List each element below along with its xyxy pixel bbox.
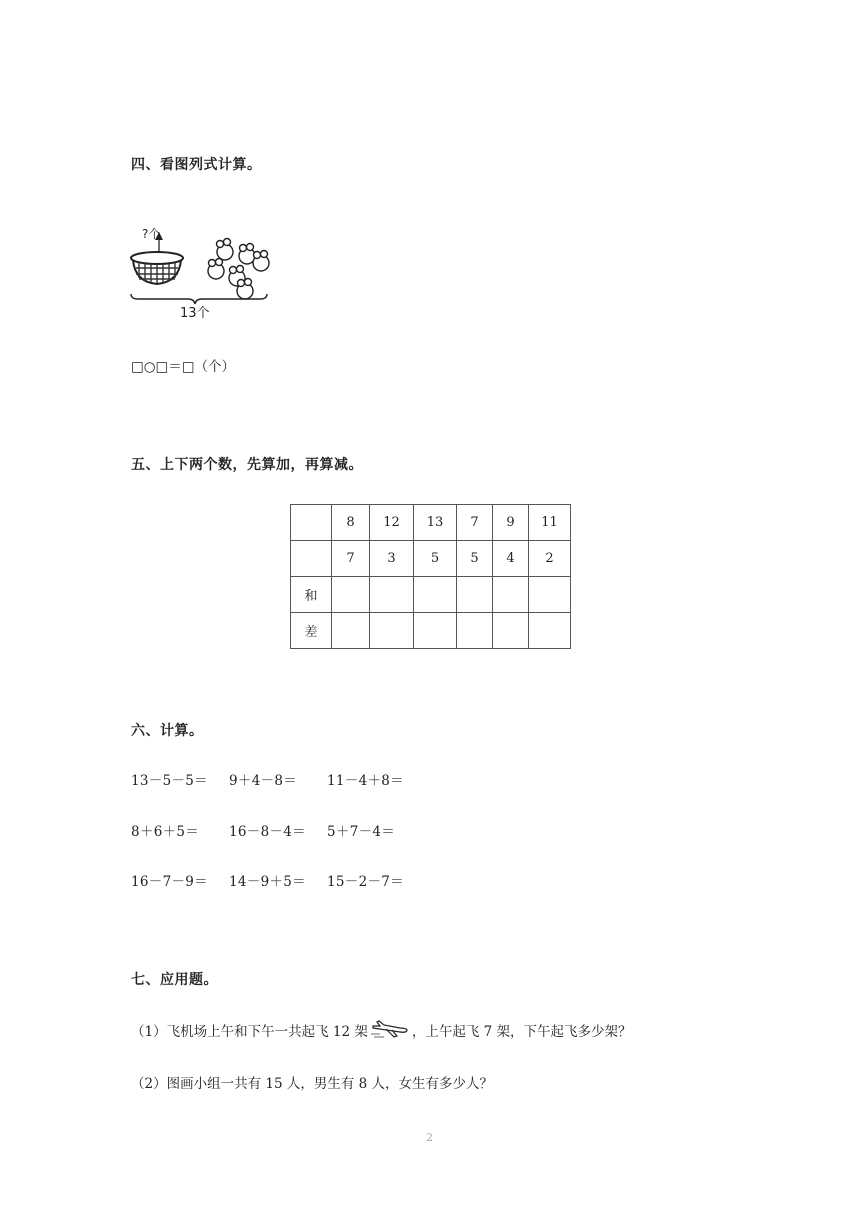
table-cell: 4 [493, 541, 529, 577]
airplane-icon [370, 1020, 410, 1040]
answer-cell[interactable] [529, 577, 571, 613]
total-label: 13个 [180, 306, 210, 320]
calc-item: 13－5－5＝ [131, 773, 208, 789]
answer-cell[interactable] [332, 613, 370, 649]
calc-item: 16－7－9＝ [131, 874, 208, 890]
table-cell: 8 [332, 505, 370, 541]
calc-item: 16－8－4＝ [229, 824, 306, 840]
answer-cell[interactable] [493, 613, 529, 649]
basket-radish-illustration [128, 228, 278, 320]
table-cell [291, 505, 332, 541]
answer-cell[interactable] [493, 577, 529, 613]
section7-heading: 七、应用题。 [131, 972, 218, 988]
table-cell: 11 [529, 505, 571, 541]
table-cell: 7 [457, 505, 493, 541]
section6-heading: 六、计算。 [131, 723, 204, 739]
answer-cell[interactable] [370, 613, 414, 649]
calc-item: 11－4＋8＝ [327, 773, 404, 789]
section5-heading: 五、上下两个数，先算加，再算减。 [131, 457, 363, 473]
calc-item: 14－9＋5＝ [229, 874, 306, 890]
table-cell: 5 [414, 541, 457, 577]
table-row-top [291, 505, 571, 541]
page-number: 2 [426, 1131, 433, 1144]
calc-item: 15－2－7＝ [327, 874, 404, 890]
answer-cell[interactable] [332, 577, 370, 613]
table-cell [291, 541, 332, 577]
table-row-diff [291, 613, 571, 649]
calc-item: 9＋4－8＝ [229, 773, 298, 789]
calc-item: 8＋6＋5＝ [131, 824, 200, 840]
calc-item: 5＋7－4＝ [327, 824, 396, 840]
question-1-text-a: （1）飞机场上午和下午一共起飞 12 架 [131, 1024, 368, 1040]
sum-label: 和 [291, 577, 332, 613]
answer-cell[interactable] [529, 613, 571, 649]
basket-radish-figure [128, 228, 278, 320]
question-label: ?个 [142, 228, 161, 241]
answer-cell[interactable] [414, 577, 457, 613]
table-cell: 13 [414, 505, 457, 541]
diff-label: 差 [291, 613, 332, 649]
table-row-sum [291, 577, 571, 613]
answer-cell[interactable] [370, 577, 414, 613]
table-cell: 2 [529, 541, 571, 577]
answer-cell[interactable] [414, 613, 457, 649]
answer-cell[interactable] [457, 613, 493, 649]
answer-cell[interactable] [457, 577, 493, 613]
question-1 [131, 1020, 632, 1040]
add-subtract-table [290, 504, 571, 649]
table-cell: 3 [370, 541, 414, 577]
section4-heading: 四、看图列式计算。 [131, 157, 262, 173]
question-2: （2）图画小组一共有 15 人，男生有 8 人，女生有多少人？ [131, 1076, 494, 1092]
table-row-bottom [291, 541, 571, 577]
table-cell: 7 [332, 541, 370, 577]
table-cell: 5 [457, 541, 493, 577]
table-cell: 9 [493, 505, 529, 541]
section4-formula: □○□＝□（个） [131, 359, 236, 375]
table-cell: 12 [370, 505, 414, 541]
question-1-text-b: ，上午起飞 7 架，下午起飞多少架？ [411, 1024, 632, 1040]
